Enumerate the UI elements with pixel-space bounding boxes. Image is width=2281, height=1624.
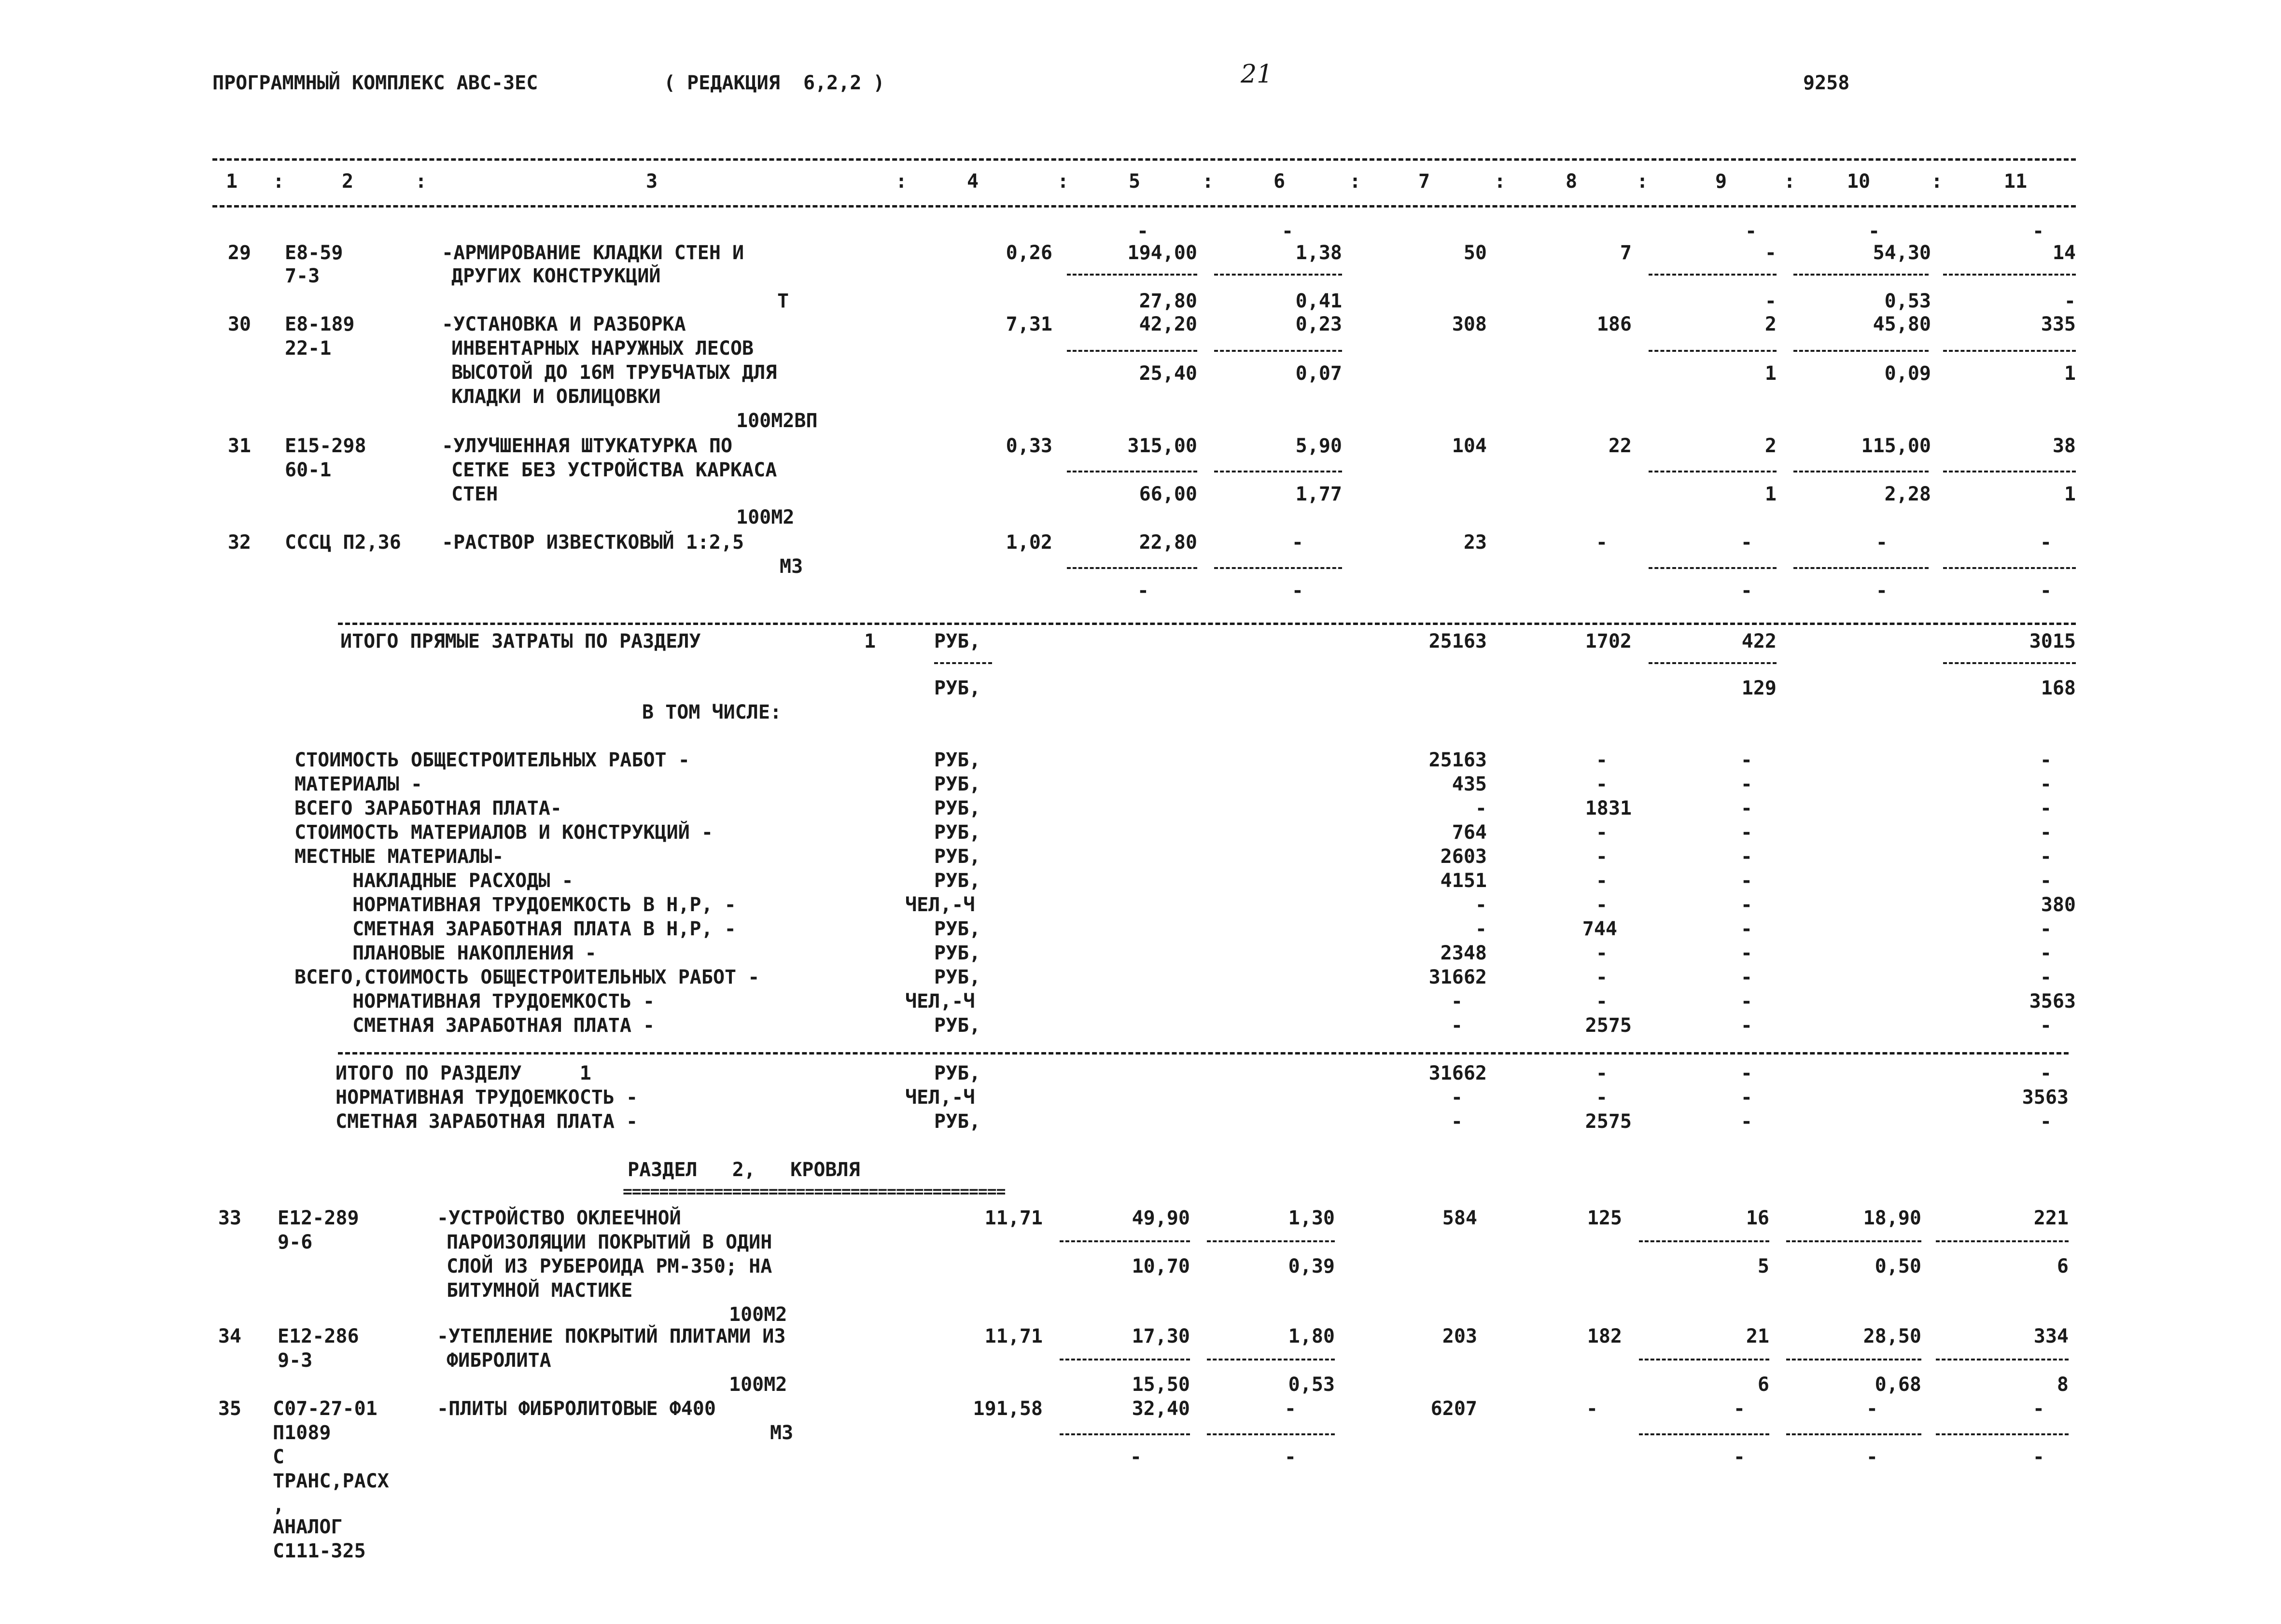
breakdown-col7: 25163 [1428, 749, 1487, 771]
cell-col10-sub: 0,09 [1884, 362, 1931, 385]
row-unit: М3 [780, 555, 803, 578]
cell-col10-sub: - [1866, 1446, 1878, 1468]
cell-col9: - [1733, 1398, 1745, 1420]
row-code: СССЦ П2,36 [285, 531, 401, 554]
header-bottom-rule [212, 205, 2076, 208]
edition-label: ( РЕДАКЦИЯ 6,2,2 ) [664, 72, 885, 94]
section-total-unit: РУБ, [934, 1110, 981, 1133]
row-quantity: 0,33 [1006, 435, 1052, 457]
row-code: 22-1 [285, 337, 332, 360]
row-quantity: 1,02 [1006, 531, 1052, 554]
document-number: 9258 [1803, 72, 1850, 94]
section-total-rule [338, 1052, 2069, 1055]
cell-col11-sub: 1 [2064, 483, 2076, 505]
breakdown-col7: - [1475, 797, 1487, 819]
cell-col7: 23 [1463, 531, 1487, 554]
row-code: Е15-298 [285, 435, 366, 457]
breakdown-col8: - [1595, 990, 1608, 1013]
cell-col7: 308 [1452, 313, 1487, 335]
section-total-col7: 31662 [1428, 1062, 1487, 1084]
cell-col6-sub: 0,41 [1295, 290, 1342, 312]
cell-col9: - [1764, 242, 1777, 264]
breakdown-col8: - [1595, 870, 1608, 892]
breakdown-col7: - [1475, 918, 1487, 940]
cell-col5-sub: 66,00 [1139, 483, 1197, 505]
cell-col11-sub: 1 [2064, 362, 2076, 385]
breakdown-col9: - [1740, 821, 1752, 844]
breakdown-col11: - [2040, 821, 2052, 844]
breakdown-unit: РУБ, [934, 966, 981, 988]
row-unit: 100М2 [729, 1304, 787, 1326]
breakdown-col8: 2575 [1585, 1014, 1632, 1037]
cell-col11-sub: 6 [2057, 1255, 2069, 1277]
cell-col10: 28,50 [1863, 1325, 1921, 1347]
cell-col10-sub: 0,53 [1884, 290, 1931, 312]
breakdown-col11: - [2040, 797, 2052, 819]
breakdown-col11: 3563 [2029, 990, 2076, 1013]
cell-col8: 182 [1587, 1325, 1622, 1347]
section-total-label: НОРМАТИВНАЯ ТРУДОЕМКОСТЬ - [336, 1086, 638, 1109]
handwritten-page-number: 21 [1241, 60, 1273, 89]
cell-col6-sub: - [1284, 1446, 1296, 1468]
breakdown-col11: 380 [2041, 894, 2076, 916]
cell-col6: 5,90 [1295, 435, 1342, 457]
cell-col9-sub: - [1740, 580, 1752, 602]
cell-col5-sub: 25,40 [1139, 362, 1197, 385]
totals-col9: 422 [1741, 630, 1777, 652]
cell-col5: 17,30 [1132, 1325, 1190, 1347]
cell-col10: - [1875, 531, 1888, 554]
breakdown-col11: - [2040, 942, 2052, 964]
row-unit: М3 [770, 1422, 794, 1444]
breakdown-col9: - [1740, 797, 1752, 819]
row-code: С111-325 [273, 1540, 366, 1562]
section-total-col9: - [1740, 1110, 1752, 1133]
cell-col11: 38 [2052, 435, 2076, 457]
breakdown-col8: - [1595, 894, 1608, 916]
cell-col8: 22 [1608, 435, 1632, 457]
row-code: 7-3 [285, 265, 320, 287]
col-6-header: 6 [1273, 170, 1286, 193]
breakdown-col9: - [1740, 966, 1752, 988]
section-total-col8: 2575 [1585, 1110, 1632, 1133]
breakdown-unit: РУБ, [934, 797, 981, 819]
col-2-header: 2 [341, 170, 354, 193]
cell-col11: 334 [2033, 1325, 2069, 1347]
totals-unit-2: РУБ, [934, 677, 981, 699]
section-total-label: ИТОГО ПО РАЗДЕЛУ 1 [336, 1062, 591, 1084]
cell-col6-sub: 0,07 [1295, 362, 1342, 385]
row-quantity: 0,26 [1006, 242, 1052, 264]
breakdown-col7: 31662 [1428, 966, 1487, 988]
breakdown-unit: ЧЕЛ,-Ч [905, 894, 975, 916]
row-description: -УЛУЧШЕННАЯ ШТУКАТУРКА ПО [442, 435, 733, 457]
breakdown-col8: - [1595, 821, 1608, 844]
cell-col7: 584 [1442, 1207, 1477, 1229]
cell-col5: 315,00 [1127, 435, 1197, 457]
breakdown-unit: РУБ, [934, 918, 981, 940]
col-8-header: 8 [1565, 170, 1578, 193]
breakdown-col8: - [1595, 749, 1608, 771]
breakdown-col11: - [2040, 870, 2052, 892]
totals-col8: 1702 [1585, 630, 1632, 652]
section-total-col8: - [1595, 1062, 1608, 1084]
cell-col11: - [2032, 1398, 2044, 1420]
cell-col5: 42,20 [1139, 313, 1197, 335]
breakdown-col8: - [1595, 966, 1608, 988]
breakdown-col8: - [1595, 942, 1608, 964]
breakdown-label: СМЕТНАЯ ЗАРАБОТНАЯ ПЛАТА - [352, 1014, 655, 1037]
cell-col5-sub: - [1137, 580, 1149, 602]
breakdown-label: НОРМАТИВНАЯ ТРУДОЕМКОСТЬ - [352, 990, 655, 1013]
row-description: ДРУГИХ КОНСТРУКЦИЙ [451, 265, 661, 287]
row-code: Е12-289 [278, 1207, 359, 1229]
row-unit: Т [777, 290, 789, 312]
breakdown-col9: - [1740, 773, 1752, 795]
breakdown-col7: - [1475, 894, 1487, 916]
row-description: БИТУМНОЙ МАСТИКЕ [447, 1279, 633, 1302]
breakdown-col9: - [1740, 870, 1752, 892]
cell-col9-sub: 6 [1757, 1374, 1769, 1396]
cell-col11: 221 [2033, 1207, 2069, 1229]
cell-col6: - [1291, 531, 1303, 554]
breakdown-col8: - [1595, 846, 1608, 868]
breakdown-label: ВСЕГО,СТОИМОСТЬ ОБЩЕСТРОИТЕЛЬНЫХ РАБОТ - [294, 966, 760, 988]
breakdown-col8: 744 [1582, 918, 1617, 940]
row-number: 31 [227, 435, 251, 457]
breakdown-col7: - [1451, 990, 1463, 1013]
breakdown-col8: - [1595, 773, 1608, 795]
row-number: 35 [218, 1398, 241, 1420]
col-9-header: 9 [1715, 170, 1727, 193]
breakdown-col9: - [1740, 990, 1752, 1013]
section-total-col11: - [2040, 1062, 2052, 1084]
cell-col9: 2 [1764, 435, 1777, 457]
cell-col5-sub: - [1130, 1446, 1142, 1468]
breakdown-col7: 2348 [1440, 942, 1487, 964]
cell-col5-sub: 10,70 [1132, 1255, 1190, 1277]
breakdown-label: ПЛАНОВЫЕ НАКОПЛЕНИЯ - [352, 942, 597, 964]
row-description: КЛАДКИ И ОБЛИЦОВКИ [451, 386, 661, 408]
header-top-rule [212, 158, 2076, 161]
cell-col5-sub: 15,50 [1132, 1374, 1190, 1396]
row-unit: 100М2 [729, 1374, 787, 1396]
row-description: -УСТРОЙСТВО ОКЛЕЕЧНОЙ [437, 1207, 681, 1229]
breakdown-label: СТОИМОСТЬ МАТЕРИАЛОВ И КОНСТРУКЦИЙ - [294, 821, 713, 844]
cell-col9-sub: - [1764, 290, 1777, 312]
cell-col8: - [1595, 531, 1608, 554]
row-description: ИНВЕНТАРНЫХ НАРУЖНЫХ ЛЕСОВ [451, 337, 754, 360]
section-total-unit: ЧЕЛ,-Ч [905, 1086, 975, 1109]
breakdown-unit: РУБ, [934, 870, 981, 892]
cell-col5: 49,90 [1132, 1207, 1190, 1229]
breakdown-unit: РУБ, [934, 846, 981, 868]
totals-unit: РУБ, [934, 630, 981, 652]
section-total-col7: - [1451, 1086, 1463, 1109]
col-10-header: 10 [1847, 170, 1871, 193]
cell-col11-sub: 8 [2057, 1374, 2069, 1396]
section-total-col9: - [1740, 1086, 1752, 1109]
totals-col9-b: 129 [1741, 677, 1777, 699]
cell-col11-sub: - [2032, 1446, 2044, 1468]
cell-col10-sub: 2,28 [1884, 483, 1931, 505]
cell-col8: 186 [1596, 313, 1632, 335]
breakdown-label: ВСЕГО ЗАРАБОТНАЯ ПЛАТА- [294, 797, 562, 819]
cell-col10: 54,30 [1873, 242, 1931, 264]
cell-col7: 6207 [1430, 1398, 1477, 1420]
cell-col7: 50 [1463, 242, 1487, 264]
cell-col5-sub: 27,80 [1139, 290, 1197, 312]
row-quantity: 191,58 [973, 1398, 1043, 1420]
row-description: -УСТАНОВКА И РАЗБОРКА [442, 313, 686, 335]
cell-col6: 1,38 [1295, 242, 1342, 264]
cell-col6: 1,30 [1288, 1207, 1335, 1229]
breakdown-col11: - [2040, 966, 2052, 988]
breakdown-label: СМЕТНАЯ ЗАРАБОТНАЯ ПЛАТА В Н,Р, - [352, 918, 736, 940]
breakdown-col11: - [2040, 773, 2052, 795]
row-unit: 100М2ВП [736, 410, 818, 432]
row-description: СТЕН [451, 483, 498, 505]
row-code: Е8-59 [285, 242, 343, 264]
cell-col6-sub: 0,53 [1288, 1374, 1335, 1396]
totals-label: ИТОГО ПРЯМЫЕ ЗАТРАТЫ ПО РАЗДЕЛУ [340, 630, 701, 652]
row-description: ФИБРОЛИТА [447, 1349, 551, 1372]
breakdown-col7: 2603 [1440, 846, 1487, 868]
cell-col8: 7 [1620, 242, 1632, 264]
cell-col8: - [1586, 1398, 1598, 1420]
breakdown-unit: РУБ, [934, 821, 981, 844]
row-description: -ПЛИТЫ ФИБРОЛИТОВЫЕ Ф400 [437, 1398, 716, 1420]
cell-col11: 14 [2052, 242, 2076, 264]
cell-col9: - [1740, 531, 1752, 554]
cell-col9: 2 [1764, 313, 1777, 335]
row-code: 9-6 [278, 1231, 313, 1253]
breakdown-col9: - [1740, 918, 1752, 940]
cell-col6-sub: 0,39 [1288, 1255, 1335, 1277]
section-total-col11: - [2040, 1110, 2052, 1133]
cell-col10-sub: 0,68 [1875, 1374, 1921, 1396]
cell-col7: 203 [1442, 1325, 1477, 1347]
cell-col10: 18,90 [1863, 1207, 1921, 1229]
estimate-page: ПРОГРАММНЫЙ КОМПЛЕКС АВС-3ЕС ( РЕДАКЦИЯ 6,2,2 ) 21 9258 1 : 2 : 3 : 4 : 5 : 6 : 7 : 8 : 9 : 10 : 11 - - - - - 29 Е8-59 7-3 -АРМИРОВАНИЕ КЛАДКИ СТЕН И ДРУГИХ КОНСТРУКЦИЙ Т 0,26 194,00 1,38 50 7 - 54,30 14 27,80 0,41 - 0,53 - 30 Е8-189 22-1 -УСТАНОВКА И РАЗБОРКА ИНВЕНТАРНЫХ НАРУЖНЫХ ЛЕСОВ ВЫСОТОЙ ДО 16М ТРУБЧАТЫХ ДЛЯ КЛАДКИ И ОБЛИЦОВКИ 100М2ВП 7,31 42,20 0,23 308 186 2 45,80 335 25,40 0,07 1 0,09 1 31 Е15-298 60-1 -УЛУЧШЕННАЯ ШТУКАТУРКА ПО СЕТКЕ БЕЗ УСТРОЙСТВА КАРКАСА СТЕН 100М2 0,33 315,00 5,90 104 22 2 115,00 38 66,00 1,77 1 2,28 1 32 СССЦ П2,36 -РАСТВОР ИЗВЕСТКОВЫЙ 1:2,5 М3 1,02 22,80 - 23 - - - - - - - - - ИТОГО ПРЯМЫЕ ЗАТРАТЫ ПО РАЗДЕЛУ 1 РУБ, 25163 1702 422 3015 РУБ, 129 168 В ТОМ ЧИСЛЕ: СТОИМОСТЬ ОБЩЕСТРОИТЕЛЬНЫХ РАБОТ - РУБ, 25163 - - - МАТЕРИАЛЫ - РУБ, 435 - - - ВСЕГО ЗАРАБОТНАЯ ПЛАТА- РУБ, - 1831 - - СТОИМОСТЬ МАТЕРИАЛОВ И КОНСТРУКЦИЙ - РУБ, 764 - - - МЕСТНЫЕ МАТЕРИАЛЫ- РУБ, 2603 - - - НАКЛАДНЫЕ РАСХОДЫ - РУБ, 4151 - - - НОРМАТИВНАЯ ТРУДОЕМКОСТЬ В Н,Р, - ЧЕЛ,-Ч - - - 380 СМЕТНАЯ ЗАРАБОТНАЯ ПЛАТА В Н,Р, - РУБ, - 744 - - ПЛАНОВЫЕ НАКОПЛЕНИЯ - РУБ, 2348 - - - ВСЕГО,СТОИМОСТЬ ОБЩЕСТРОИТЕЛЬНЫХ РАБОТ - РУБ, 31662 - - - НОРМАТИВНАЯ ТРУДОЕМКОСТЬ - ЧЕЛ,-Ч - - - 3563 СМЕТНАЯ ЗАРАБОТНАЯ ПЛАТА - РУБ, - 2575 - - ИТОГО ПО РАЗДЕЛУ 1 РУБ, 31662 - - - НОРМАТИВНАЯ ТРУДОЕМКОСТЬ - ЧЕЛ,-Ч - - - 3563 СМЕТНАЯ ЗАРАБОТНАЯ ПЛАТА - РУБ, - 2575 - - РАЗДЕЛ 2, КРОВЛЯ ========================================== 33 Е12-289 9-6 -УСТРОЙСТВО ОКЛЕЕЧНОЙ ПАРОИЗОЛЯЦИИ ПОКРЫТИЙ В ОДИН СЛОЙ ИЗ РУБЕРОИДА РМ-350; НА БИТУМНОЙ МАСТИКЕ 100М2 11,71 49,90 1,30 584 125 16 18,90 221 10,70 0,39 5 0,50 6 34 Е12-286 9-3 -УТЕПЛЕНИЕ ПОКРЫТИЙ ПЛИТАМИ ИЗ ФИБРОЛИТА 100М2 11,71 17,30 1,80 203 182 21 28,50 334 15,50 0,53 6 0,68 8 35 С07-27-01 П1089 С ТРАНС,РАСХ , АНАЛОГ С111-325 -ПЛИТЫ ФИБРОЛИТОВЫЕ Ф400 М3 191,58 32,40 - 6207 - - - - - - - - - [0, 0, 2281, 1624]
row-quantity: 11,71 [984, 1207, 1043, 1229]
row-number: 32 [227, 531, 251, 554]
breakdown-col9: - [1740, 749, 1752, 771]
cell-col9-sub: 1 [1764, 483, 1777, 505]
section-total-col8: - [1595, 1086, 1608, 1109]
col-11-header: 11 [2003, 170, 2028, 193]
col-1-header: 1 [225, 170, 238, 193]
breakdown-col9: - [1740, 846, 1752, 868]
row-code: ТРАНС,РАСХ [273, 1470, 389, 1492]
row-number: 34 [218, 1325, 241, 1347]
cell-col9-sub: 5 [1757, 1255, 1769, 1277]
breakdown-unit: РУБ, [934, 773, 981, 795]
cell-col6: - [1284, 1398, 1296, 1420]
cell-col10-sub: - [1875, 580, 1888, 602]
totals-col11-b: 168 [2041, 677, 2076, 699]
row-unit: 100М2 [736, 506, 795, 528]
cell-col6: 1,80 [1288, 1325, 1335, 1347]
cell-col6-sub: 1,77 [1295, 483, 1342, 505]
row-number: 30 [227, 313, 251, 335]
breakdown-label: НОРМАТИВНАЯ ТРУДОЕМКОСТЬ В Н,Р, - [352, 894, 736, 916]
section-total-col7: - [1451, 1110, 1463, 1133]
row-code: 60-1 [285, 459, 332, 481]
row-number: 33 [218, 1207, 241, 1229]
row-code: Е8-189 [285, 313, 355, 335]
row-quantity: 7,31 [1006, 313, 1052, 335]
row-code: Е12-286 [278, 1325, 359, 1347]
cell-col10: 115,00 [1861, 435, 1931, 457]
row-code: 9-3 [278, 1349, 313, 1372]
row-code: С07-27-01 [273, 1398, 378, 1420]
section-total-unit: РУБ, [934, 1062, 981, 1084]
section-total-col9: - [1740, 1062, 1752, 1084]
col-3-header: 3 [645, 170, 658, 193]
cell-col9: 21 [1746, 1325, 1769, 1347]
cell-col9-sub: - [1733, 1446, 1745, 1468]
breakdown-unit: РУБ, [934, 749, 981, 771]
breakdown-label: МАТЕРИАЛЫ - [294, 773, 422, 795]
cell-col5: 194,00 [1127, 242, 1197, 264]
cell-col6-sub: - [1291, 580, 1303, 602]
cell-col9-sub: 1 [1764, 362, 1777, 385]
cell-col5: 32,40 [1132, 1398, 1190, 1420]
cell-col5: 22,80 [1139, 531, 1197, 554]
row-quantity: 11,71 [984, 1325, 1043, 1347]
breakdown-col11: - [2040, 1014, 2052, 1037]
totals-rule [338, 623, 2076, 625]
totals-col11: 3015 [2029, 630, 2076, 652]
section-total-label: СМЕТНАЯ ЗАРАБОТНАЯ ПЛАТА - [336, 1110, 638, 1133]
row-number: 29 [227, 242, 251, 264]
cell-col8: 125 [1587, 1207, 1622, 1229]
cell-col6: 0,23 [1295, 313, 1342, 335]
including-label: В ТОМ ЧИСЛЕ: [642, 701, 782, 723]
breakdown-col9: - [1740, 894, 1752, 916]
section-2-underline: ========================================== [623, 1182, 1006, 1201]
breakdown-col7: 4151 [1440, 870, 1487, 892]
breakdown-label: МЕСТНЫЕ МАТЕРИАЛЫ- [294, 846, 504, 868]
cell-col11: 335 [2041, 313, 2076, 335]
cell-col10: - [1866, 1398, 1878, 1420]
row-code: С [273, 1446, 285, 1468]
breakdown-unit: ЧЕЛ,-Ч [905, 990, 975, 1013]
totals-section: 1 [864, 630, 876, 652]
row-description: -УТЕПЛЕНИЕ ПОКРЫТИЙ ПЛИТАМИ ИЗ [437, 1325, 786, 1347]
breakdown-col11: - [2040, 749, 2052, 771]
row-description: СЕТКЕ БЕЗ УСТРОЙСТВА КАРКАСА [451, 459, 777, 481]
row-description: -РАСТВОР ИЗВЕСТКОВЫЙ 1:2,5 [442, 531, 744, 554]
breakdown-col7: 435 [1452, 773, 1487, 795]
breakdown-label: НАКЛАДНЫЕ РАСХОДЫ - [352, 870, 574, 892]
breakdown-col9: - [1740, 1014, 1752, 1037]
row-description: ВЫСОТОЙ ДО 16М ТРУБЧАТЫХ ДЛЯ [451, 361, 777, 384]
col-5-header: 5 [1128, 170, 1141, 193]
program-title: ПРОГРАММНЫЙ КОМПЛЕКС АВС-3ЕС [212, 72, 538, 94]
row-description: ПАРОИЗОЛЯЦИИ ПОКРЫТИЙ В ОДИН [447, 1231, 772, 1253]
breakdown-label: СТОИМОСТЬ ОБЩЕСТРОИТЕЛЬНЫХ РАБОТ - [294, 749, 690, 771]
cell-col7: 104 [1452, 435, 1487, 457]
section-2-title: РАЗДЕЛ 2, КРОВЛЯ [628, 1159, 860, 1181]
row-code: П1089 [273, 1422, 331, 1444]
breakdown-col9: - [1740, 942, 1752, 964]
cell-col10: 45,80 [1873, 313, 1931, 335]
cell-col11: - [2040, 531, 2052, 554]
breakdown-unit: РУБ, [934, 942, 981, 964]
breakdown-unit: РУБ, [934, 1014, 981, 1037]
breakdown-col11: - [2040, 846, 2052, 868]
col-4-header: 4 [966, 170, 979, 193]
cell-col9: 16 [1746, 1207, 1769, 1229]
totals-col7: 25163 [1428, 630, 1487, 652]
breakdown-col11: - [2040, 918, 2052, 940]
cell-col11-sub: - [2040, 580, 2052, 602]
col-7-header: 7 [1418, 170, 1430, 193]
breakdown-col7: - [1451, 1014, 1463, 1037]
breakdown-col8: 1831 [1585, 797, 1632, 819]
cell-col10-sub: 0,50 [1875, 1255, 1921, 1277]
row-code: АНАЛОГ [273, 1516, 343, 1538]
cell-col11-sub: - [2064, 290, 2076, 312]
section-total-col11: 3563 [2022, 1086, 2069, 1109]
breakdown-col7: 764 [1452, 821, 1487, 844]
row-description: СЛОЙ ИЗ РУБЕРОИДА РМ-350; НА [447, 1255, 772, 1277]
row-code: , [273, 1494, 285, 1516]
row-description: -АРМИРОВАНИЕ КЛАДКИ СТЕН И [442, 242, 744, 264]
